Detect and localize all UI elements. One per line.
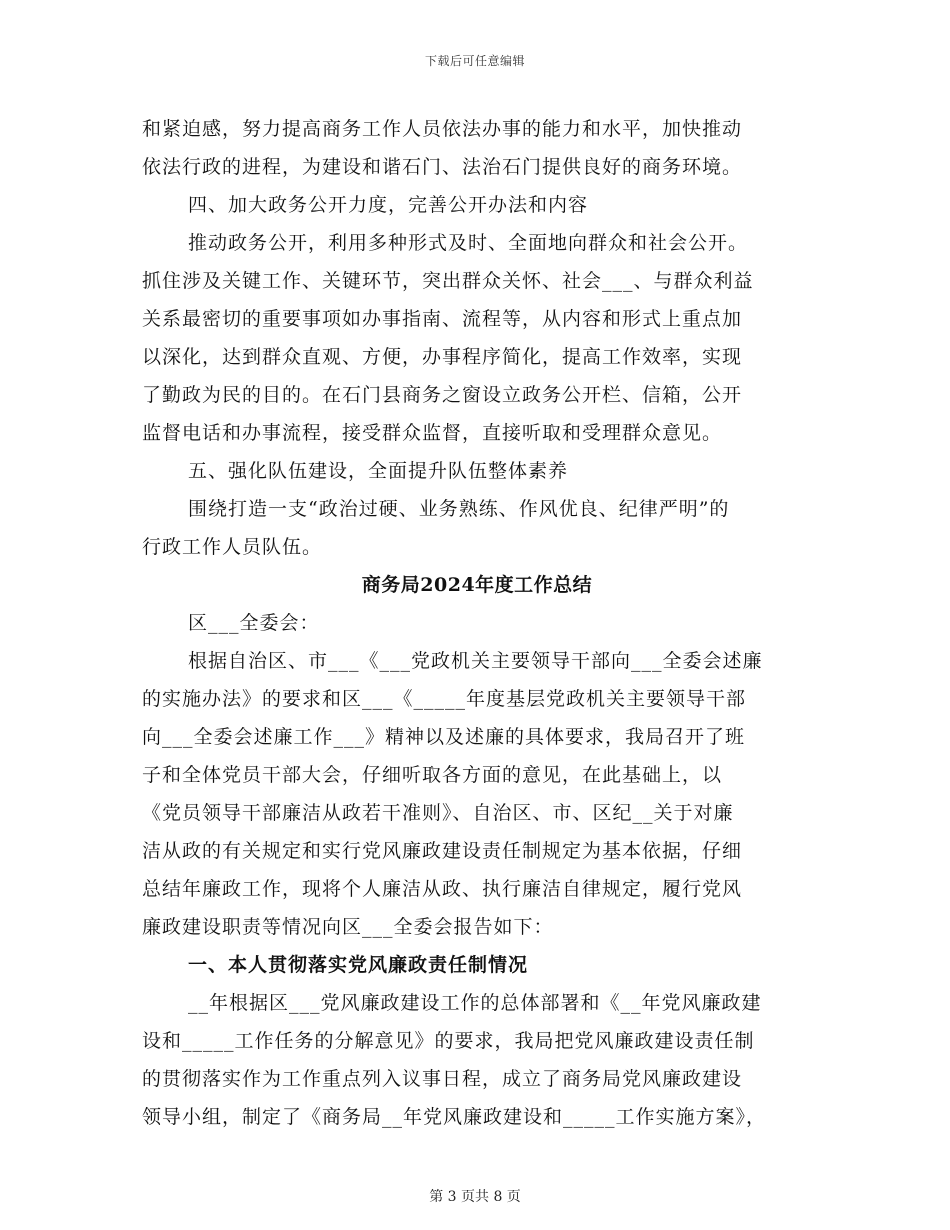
paragraph-line: 关系最密切的重要事项如办事指南、流程等，从内容和形式上重点加 bbox=[142, 308, 743, 330]
paragraph-line: 向___全委会述廉工作___》精神以及述廉的具体要求，我局召开了班 bbox=[142, 726, 746, 748]
paragraph-line: __年根据区___党风廉政建设工作的总体部署和《__年党风廉政建 bbox=[188, 992, 762, 1014]
paragraph-line: 根据自治区、市___《___党政机关主要领导干部向___全委会述廉 bbox=[188, 650, 763, 672]
paragraph-line: 抓住涉及关键工作、关键环节，突出群众关怀、社会___、与群众利益 bbox=[142, 270, 754, 292]
paragraph-line: 廉政建设职责等情况向区___全委会报告如下： bbox=[142, 916, 554, 938]
paragraph-line: 的实施办法》的要求和区___《_____年度基层党政机关主要领导干部 bbox=[142, 688, 747, 710]
paragraph-line: 洁从政的有关规定和实行党风廉政建设责任制规定为基本依据，仔细 bbox=[142, 840, 743, 862]
paragraph-line: 以深化，达到群众直观、方便，办事程序简化，提高工作效率，实现 bbox=[142, 346, 743, 368]
paragraph-line: 《党员领导干部廉洁从政若干准则》、自治区、市、区纪__关于对廉 bbox=[142, 802, 734, 824]
page-header: 下载后可任意编辑 bbox=[424, 54, 525, 68]
section-heading: 四、加大政务公开力度，完善公开办法和内容 bbox=[188, 194, 589, 216]
page-number-footer: 第 3 页共 8 页 bbox=[429, 1189, 521, 1205]
salutation: 区___全委会： bbox=[188, 612, 320, 634]
section-heading: 五、强化队伍建设，全面提升队伍整体素养 bbox=[188, 460, 569, 482]
paragraph-line: 领导小组，制定了《商务局__年党风廉政建设和_____工作实施方案》， bbox=[142, 1106, 767, 1128]
paragraph-line: 设和_____工作任务的分解意见》的要求，我局把党风廉政建设责任制 bbox=[142, 1030, 755, 1052]
paragraph-line: 推动政务公开，利用多种形式及时、全面地向群众和社会公开。 bbox=[188, 232, 749, 254]
paragraph-line: 行政工作人员队伍。 bbox=[142, 536, 323, 558]
paragraph-line: 和紧迫感，努力提高商务工作人员依法办事的能力和水平，加快推动 bbox=[142, 118, 743, 140]
section-heading: 一、本人贯彻落实党风廉政责任制情况 bbox=[188, 954, 529, 976]
paragraph-line: 了勤政为民的目的。在石门县商务之窗设立政务公开栏、信箱，公开 bbox=[142, 384, 743, 406]
document-body bbox=[142, 110, 812, 1136]
paragraph-line: 总结年廉政工作，现将个人廉洁从政、执行廉洁自律规定，履行党风 bbox=[142, 878, 743, 900]
paragraph-line: 的贯彻落实作为工作重点列入议事日程，成立了商务局党风廉政建设 bbox=[142, 1068, 743, 1090]
paragraph-line: 依法行政的进程，为建设和谐石门、法治石门提供良好的商务环境。 bbox=[142, 156, 743, 178]
document-title: 商务局2024年度工作总结 bbox=[361, 574, 593, 596]
paragraph-line: 子和全体党员干部大会，仔细听取各方面的意见，在此基础上，以 bbox=[142, 764, 723, 786]
paragraph-line: 围绕打造一支“政治过硬、业务熟练、作风优良、纪律严明”的 bbox=[188, 498, 730, 520]
paragraph-line: 监督电话和办事流程，接受群众监督，直接听取和受理群众意见。 bbox=[142, 422, 723, 444]
